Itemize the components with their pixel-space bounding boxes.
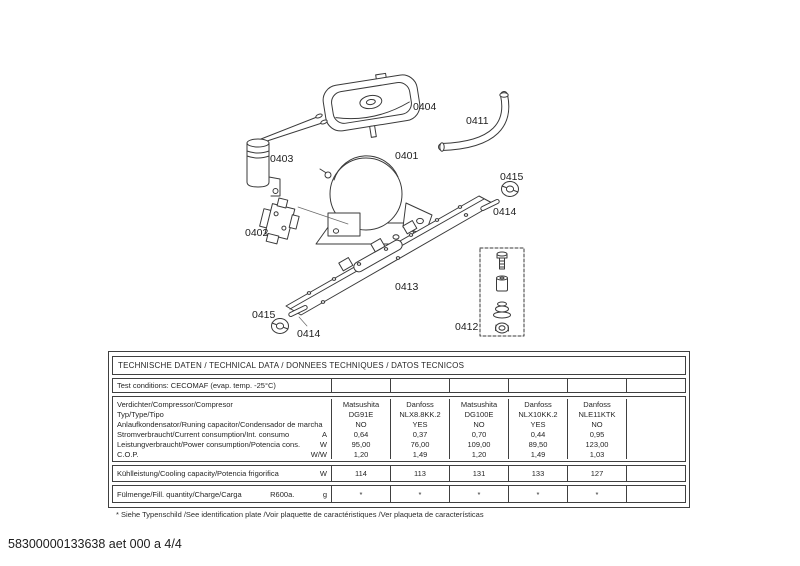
value-cell: 0,64 xyxy=(331,429,390,439)
document-number: 58300000133638 aet 000 a 4/4 xyxy=(8,537,182,551)
spec-label: Stromverbraucht/Current consumption/Int. consumo xyxy=(117,429,290,439)
spec-row-power-consumption xyxy=(113,439,685,449)
table-title: TECHNISCHE DATEN / TECHNICAL DATA / DONNEES TECHNIQUES / DATOS TECNICOS xyxy=(118,361,465,370)
compressor-spec-band xyxy=(112,396,686,462)
empty-cell xyxy=(567,379,626,392)
empty-cell xyxy=(626,379,685,392)
value-cell: 0,70 xyxy=(449,429,508,439)
value-cell: Danfoss xyxy=(390,399,449,409)
label-leader-line xyxy=(299,317,307,326)
value-cell: DG100E xyxy=(449,409,508,419)
value-cell: Danfoss xyxy=(567,399,626,409)
value-cell: 1,49 xyxy=(508,449,567,459)
refrigerant-charge-band xyxy=(112,485,686,503)
spec-row-cop xyxy=(113,449,685,459)
value-cell: 109,00 xyxy=(449,439,508,449)
fixing-kit-illustration xyxy=(480,248,524,336)
value-cell: 1,20 xyxy=(331,449,390,459)
spec-label: Leistungverbraucht/Power consumption/Potencia cons. xyxy=(117,439,301,449)
value-cell: 76,00 xyxy=(390,439,449,449)
grommet-illustration xyxy=(502,182,519,197)
empty-cell xyxy=(390,379,449,392)
table-title-band xyxy=(112,356,686,375)
value-cell: * xyxy=(567,486,626,502)
part-label-0413: 0413 xyxy=(395,281,419,293)
value-cell: 123,00 xyxy=(567,439,626,449)
value-cell xyxy=(626,439,685,449)
spec-label: Typ/Type/Tipo xyxy=(117,409,164,419)
value-cell: 95,00 xyxy=(331,439,390,449)
value-cell: NLX10KK.2 xyxy=(508,409,567,419)
spec-label: Verdichter/Compressor/Compresor xyxy=(117,399,233,409)
spec-unit: W/W xyxy=(310,449,327,459)
spec-label: Kühlleistung/Cooling capacity/Potencia frigorifica xyxy=(117,469,279,478)
compressor-illustration xyxy=(316,156,432,244)
value-cell: 113 xyxy=(390,466,449,481)
part-label-0412: 0412 xyxy=(455,321,479,333)
value-cell: NO xyxy=(449,419,508,429)
value-cell: Matsushita xyxy=(331,399,390,409)
value-cell: NO xyxy=(331,419,390,429)
spec-label: Fülmenge/Fill. quantity/Charge/Carga xyxy=(117,489,242,499)
value-cell: 133 xyxy=(508,466,567,481)
value-cell xyxy=(626,449,685,459)
value-cell: 114 xyxy=(331,466,390,481)
spec-unit: W xyxy=(319,439,327,449)
value-cell xyxy=(626,399,685,409)
technical-data-table xyxy=(108,351,690,508)
spec-row-current-consumption xyxy=(113,429,685,439)
value-cell: NO xyxy=(567,419,626,429)
value-cell: * xyxy=(508,486,567,502)
value-cell: 89,50 xyxy=(508,439,567,449)
part-label-0414-b: 0414 xyxy=(297,328,321,340)
empty-cell xyxy=(449,379,508,392)
empty-cell xyxy=(331,379,390,392)
part-label-0415-b: 0415 xyxy=(252,309,276,321)
identification-plate-footnote: * Siehe Typenschild /See identification plate /Voir plaquette de caractéristiques /Ver plaqueta de características xyxy=(116,510,484,519)
value-cell: Matsushita xyxy=(449,399,508,409)
part-label-0414-a: 0414 xyxy=(493,206,517,218)
value-cell: 131 xyxy=(449,466,508,481)
drip-tray-illustration xyxy=(320,69,423,144)
test-conditions-text: Test conditions: CECOMAF (evap. temp. -25°C) xyxy=(117,381,276,390)
spec-row-compressor-brand xyxy=(113,399,685,409)
spec-row-compressor-type xyxy=(113,409,685,419)
value-cell xyxy=(626,429,685,439)
value-cell: 1,03 xyxy=(567,449,626,459)
value-cell: YES xyxy=(508,419,567,429)
value-cell: * xyxy=(331,486,390,502)
part-label-0411: 0411 xyxy=(466,115,489,127)
value-cell xyxy=(626,486,685,502)
test-conditions-row xyxy=(113,379,685,392)
value-cell: * xyxy=(390,486,449,502)
cooling-capacity-band xyxy=(112,465,686,482)
parts-diagram xyxy=(228,55,548,345)
value-cell: NLE11KTK xyxy=(567,409,626,419)
part-label-0404: 0404 xyxy=(413,101,437,113)
value-cell: 1,49 xyxy=(390,449,449,459)
value-cell: Danfoss xyxy=(508,399,567,409)
spec-unit: g xyxy=(322,489,327,499)
spec-unit: W xyxy=(319,469,327,478)
value-cell: * xyxy=(449,486,508,502)
spec-row-charge xyxy=(113,486,685,502)
refrigerant-type: R600a. xyxy=(270,489,295,499)
value-cell: 127 xyxy=(567,466,626,481)
part-label-0415-a: 0415 xyxy=(500,171,524,183)
empty-cell xyxy=(508,379,567,392)
part-label-0403: 0403 xyxy=(270,153,294,165)
spec-label: Anlaufkondensator/Runing capacitor/Condensador de marcha xyxy=(117,419,323,429)
value-cell xyxy=(626,409,685,419)
value-cell xyxy=(626,419,685,429)
value-cell: NLX8.8KK.2 xyxy=(390,409,449,419)
value-cell: 0,37 xyxy=(390,429,449,439)
spec-label: C.O.P. xyxy=(117,449,139,459)
part-label-0402: 0402 xyxy=(245,227,269,239)
spec-row-running-capacitor xyxy=(113,419,685,429)
value-cell: 0,95 xyxy=(567,429,626,439)
value-cell: DG91E xyxy=(331,409,390,419)
part-label-0401: 0401 xyxy=(395,150,419,162)
value-cell: 0,44 xyxy=(508,429,567,439)
value-cell: 1,20 xyxy=(449,449,508,459)
value-cell xyxy=(626,466,685,481)
spec-unit: A xyxy=(321,429,327,439)
spec-row-cooling-capacity xyxy=(113,466,685,481)
test-conditions-band xyxy=(112,378,686,393)
value-cell: YES xyxy=(390,419,449,429)
